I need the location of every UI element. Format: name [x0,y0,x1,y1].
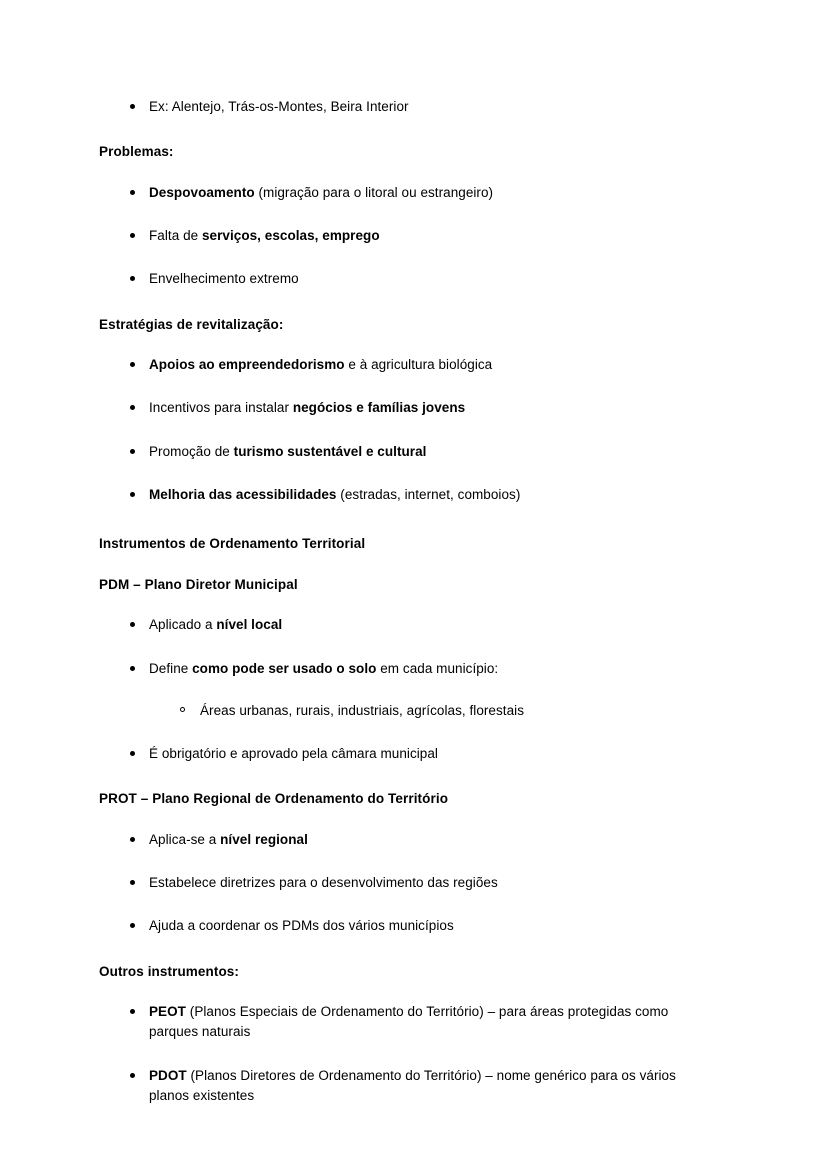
intro-bullet-list [99,97,699,117]
list-item [99,226,699,246]
list-item-bold-tail: turismo sustentável e cultural [233,443,427,459]
section-heading-problemas: Problemas: [99,144,174,160]
list-item [99,659,699,722]
list-item [99,269,699,289]
list-item [99,744,699,764]
list-item [99,398,699,418]
pdm-sublist [149,701,699,721]
list-item [99,442,699,462]
list-item-text: (estradas, internet, comboios) [336,486,521,502]
section-heading-estrategias: Estratégias de revitalização: [99,316,284,332]
list-item [99,873,699,893]
list-item-text: Estabelece diretrizes para o desenvolvimento das regiões [149,875,498,891]
prot-list [99,830,699,937]
subheading-pdm: PDM – Plano Diretor Municipal [99,576,298,592]
list-item-bold-tail: nível local [216,617,283,633]
problemas-list [99,183,699,290]
list-item-bold-lead: PDOT [149,1067,187,1083]
list-item [99,1002,699,1043]
list-item-bold-tail: nível regional [220,831,308,847]
list-item-text: Ajuda a coordenar os PDMs dos vários municípios [149,918,454,934]
sub-list-item-text: Áreas urbanas, rurais, industriais, agrícolas, florestais [200,702,524,718]
list-item [99,830,699,850]
list-item [99,916,699,936]
list-item-text: É obrigatório e aprovado pela câmara municipal [149,746,438,761]
list-item-text: Envelhecimento extremo [149,271,299,287]
subheading-prot: PROT – Plano Regional de Ordenamento do Território [99,791,449,807]
estrategias-list [99,355,699,505]
outros-list [99,1002,699,1106]
document-body [99,97,699,1106]
list-item-bold-lead: Melhoria das acessibilidades [149,486,337,502]
list-item-text: Define [149,660,193,676]
list-item-text: Aplicado a [149,617,217,633]
list-item-bold-mid: como pode ser usado o solo [192,660,377,676]
list-item [99,355,699,375]
list-item-bold-tail: serviços, escolas, emprego [201,228,380,244]
list-item-text: Falta de [149,228,202,244]
list-item-text-tail: em cada município: [376,660,499,676]
list-item-text: Ex: Alentejo, Trás-os-Montes, Beira Interior [149,99,409,114]
main-heading-instrumentos: Instrumentos de Ordenamento Territorial [99,536,366,552]
list-item-text: Promoção de [149,443,234,459]
list-item-bold-lead: Despovoamento [149,184,255,200]
sub-list-item [149,701,699,721]
list-item-text: (Planos Especiais de Ordenamento do Território) – para áreas protegidas como parques naturais [149,1004,669,1040]
list-item-text: e à agricultura biológica [344,357,493,373]
subheading-outros: Outros instrumentos: [99,963,240,979]
list-item-bold-lead: PEOT [149,1004,186,1020]
list-item [99,97,699,117]
list-item-bold-lead: Apoios ao empreendedorismo [149,357,345,373]
list-item [99,183,699,203]
list-item-text: Incentivos para instalar [149,400,293,416]
list-item-bold-tail: negócios e famílias jovens [292,400,466,416]
pdm-list [99,615,699,764]
list-item-text: (Planos Diretores de Ordenamento do Território) – nome genérico para os vários planos existentes [149,1067,676,1103]
list-item-text: (migração para o litoral ou estrangeiro) [254,184,494,200]
list-item [99,615,699,635]
list-item-text: Aplica-se a [149,831,221,847]
list-item [99,1066,699,1107]
list-item [99,485,699,505]
